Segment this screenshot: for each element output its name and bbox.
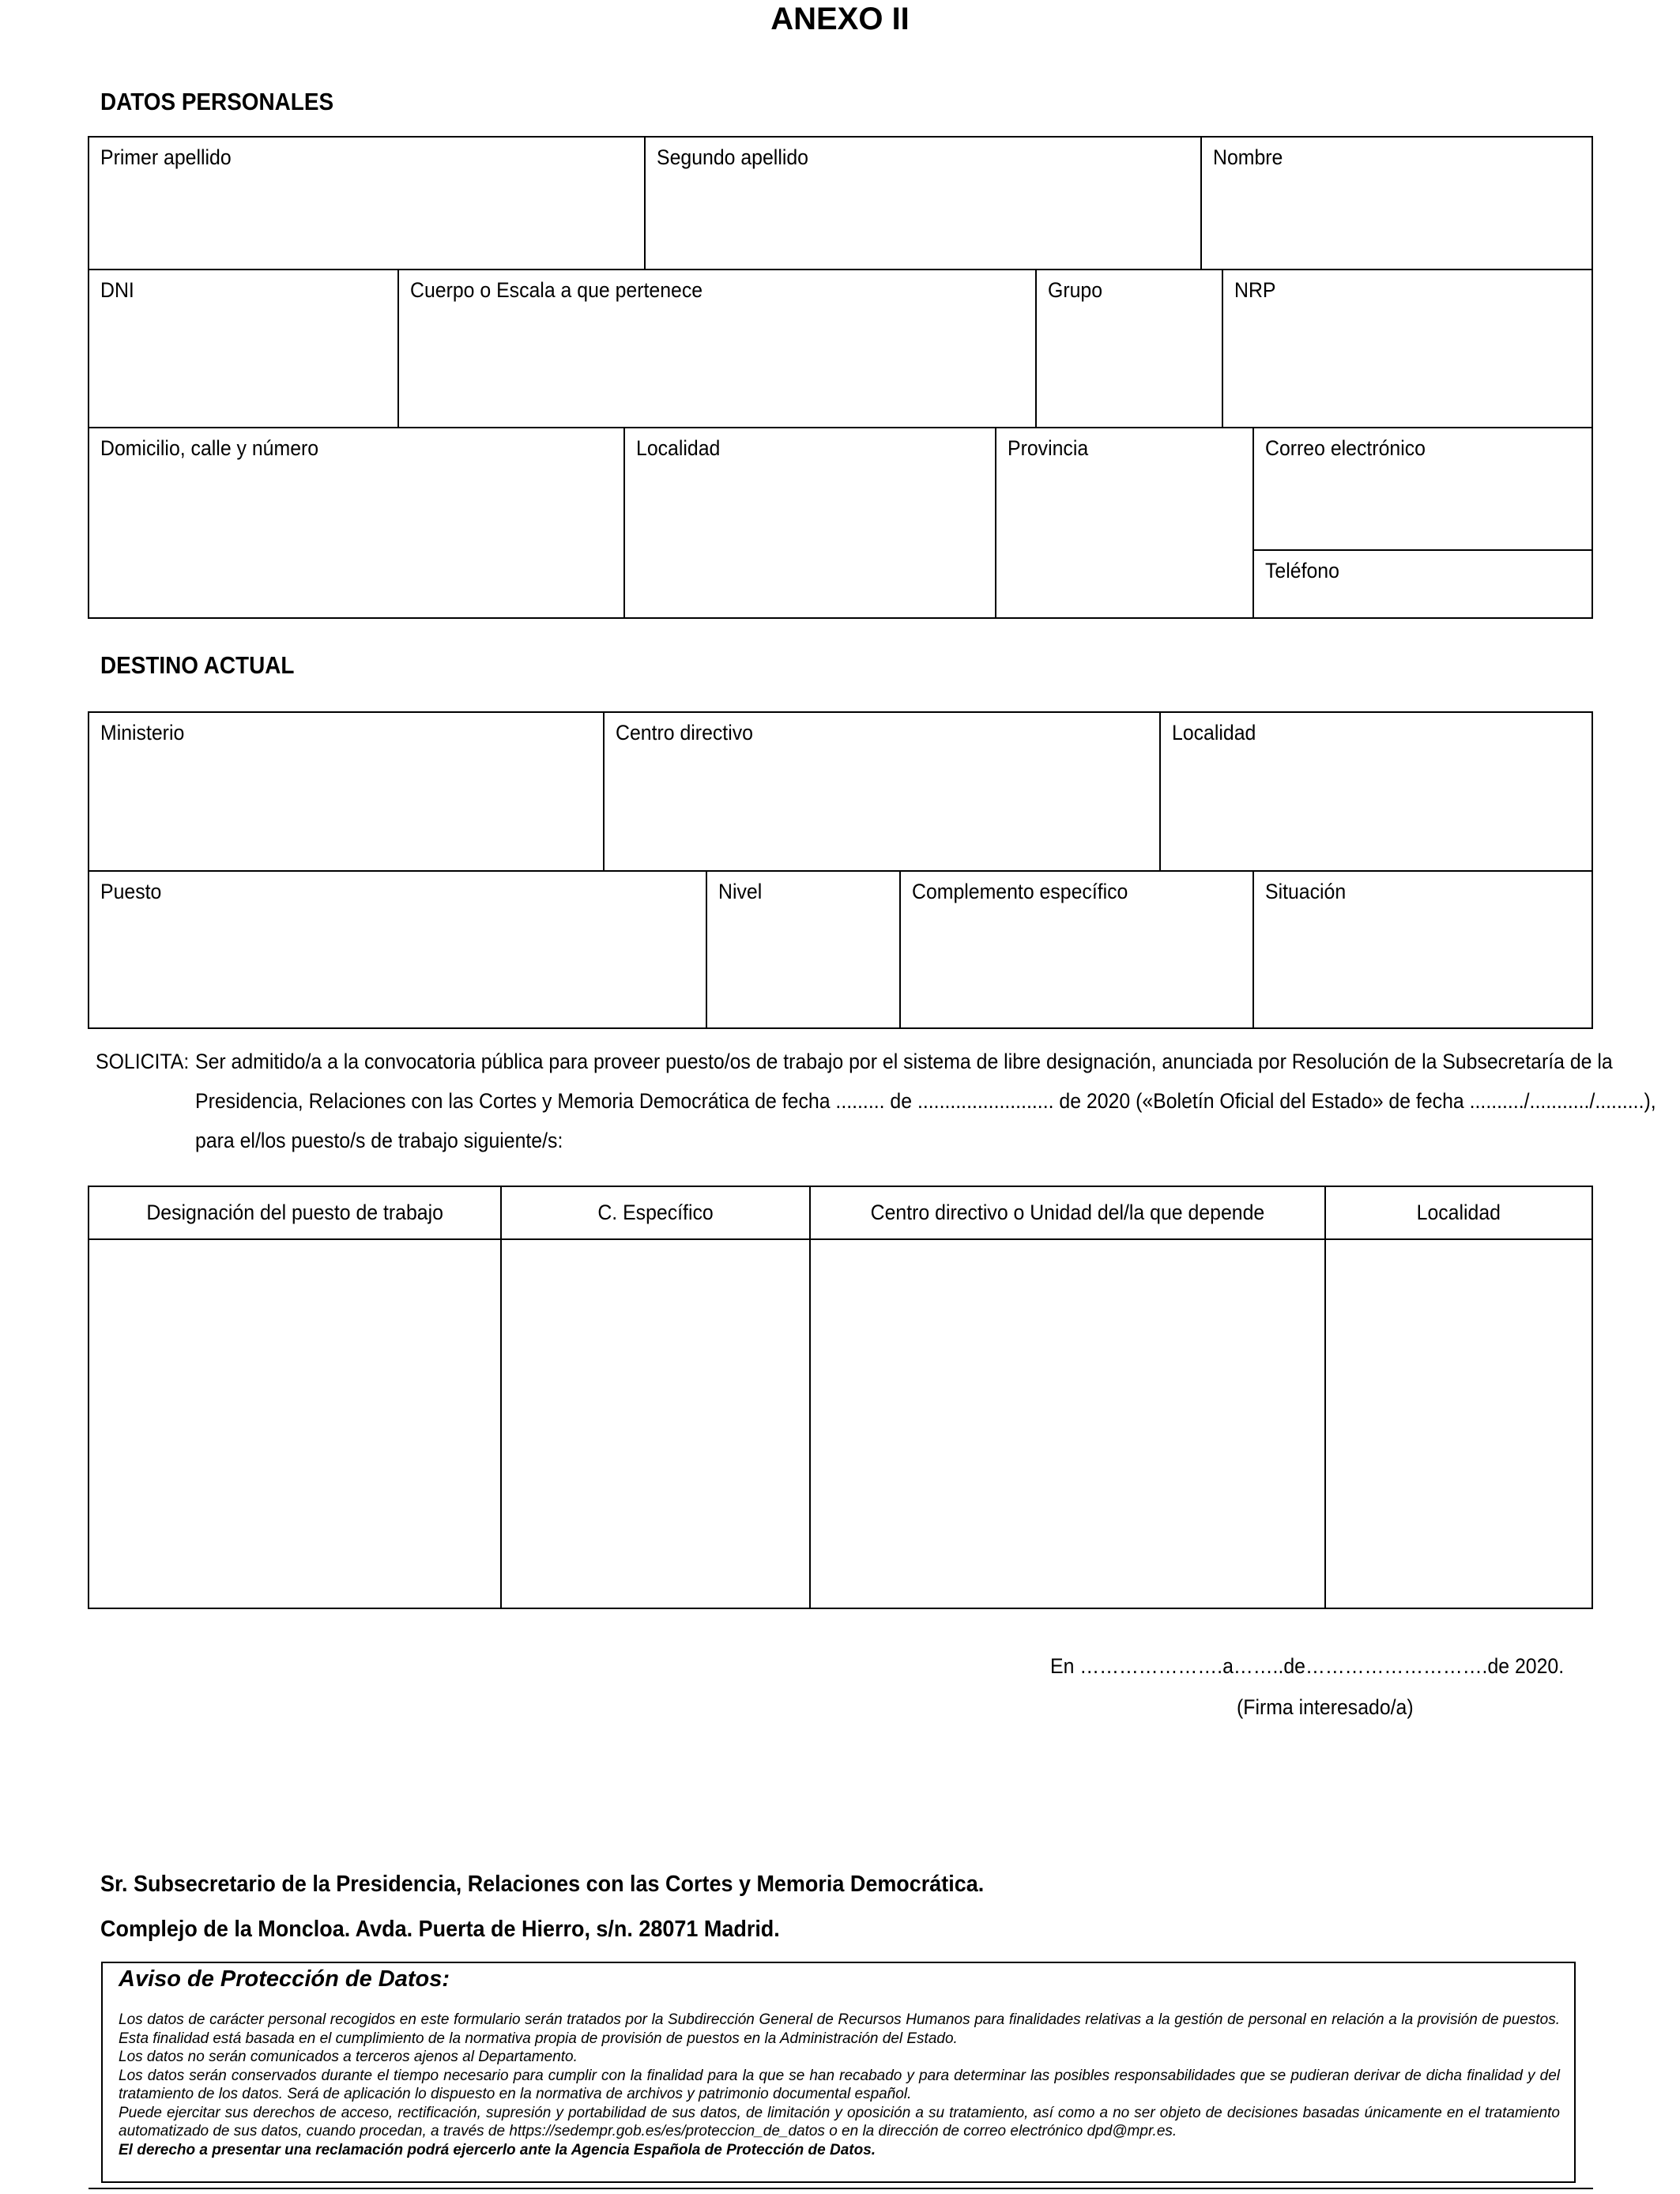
telefono-field[interactable] (1252, 549, 1593, 619)
centro-directivo-field[interactable] (603, 711, 1161, 872)
solicita-label: SOLICITA: (96, 1050, 190, 1073)
localidad-label: Localidad (636, 436, 721, 460)
complemento-especifico-field[interactable] (899, 870, 1254, 1029)
solicita-line-2: Presidencia, Relaciones con las Cortes y Memoria Democrática de fecha ......... de ......................... de 2020 («Boletín Oficial del Estado» de fecha ........../.........../.........), (195, 1089, 1656, 1113)
table-header-localidad (1324, 1186, 1593, 1240)
nombre-label: Nombre (1213, 145, 1283, 169)
cuerpo-escala-field[interactable] (397, 269, 1037, 428)
dni-field[interactable] (88, 269, 399, 428)
correo-label: Correo electrónico (1265, 436, 1426, 460)
puesto-label: Puesto (100, 880, 162, 903)
provincia-label: Provincia (1008, 436, 1089, 460)
aviso-paragraph-1: Los datos de carácter personal recogidos en este formulario serán tratados por la Subdirección General de Recursos Humanos para finalidades relativas a la gestión de personal en relación a la provisión de puestos. Esta finalidad está basada en el cumplimiento de la normativa propia de provisión de puestos en la Administración del Estado. (119, 2011, 1560, 2047)
table-header-designacion (88, 1186, 502, 1240)
cuerpo-escala-label: Cuerpo o Escala a que pertenece (410, 278, 703, 302)
table-cell-c-especifico[interactable] (500, 1238, 811, 1609)
nivel-label: Nivel (718, 880, 763, 903)
destino-actual-heading: DESTINO ACTUAL (100, 651, 295, 679)
addressee-line-1: Sr. Subsecretario de la Presidencia, Relaciones con las Cortes y Memoria Democrática. (100, 1872, 985, 1897)
table-header-centro-directivo-label: Centro directivo o Unidad del/la que depende (870, 1201, 1265, 1224)
table-header-c-especifico (500, 1186, 811, 1240)
table-header-c-especifico-label: C. Específico (597, 1201, 714, 1224)
centro-directivo-label: Centro directivo (616, 721, 753, 745)
addressee-line-2: Complejo de la Moncloa. Avda. Puerta de Hierro, s/n. 28071 Madrid. (100, 1917, 780, 1942)
situacion-label: Situación (1265, 880, 1347, 903)
primer-apellido-label: Primer apellido (100, 145, 232, 169)
dni-label: DNI (100, 278, 134, 302)
domicilio-field[interactable] (88, 427, 625, 619)
datos-personales-heading: DATOS PERSONALES (100, 88, 334, 115)
grupo-field[interactable] (1035, 269, 1223, 428)
ministerio-field[interactable] (88, 711, 605, 872)
table-cell-localidad[interactable] (1324, 1238, 1593, 1609)
aviso-body (119, 2011, 1560, 2159)
solicita-line-1: Ser admitido/a a la convocatoria pública para proveer puesto/os de trabajo por el sistema de libre designación, anunciada por Resolución de la Subsecretaría de la (195, 1050, 1613, 1073)
complemento-especifico-label: Complemento específico (912, 880, 1128, 903)
nrp-field[interactable] (1222, 269, 1593, 428)
primer-apellido-field[interactable] (88, 136, 646, 270)
nrp-label: NRP (1234, 278, 1276, 302)
aviso-proteccion-datos-box (101, 1962, 1576, 2183)
table-cell-designacion[interactable] (88, 1238, 502, 1609)
puesto-field[interactable] (88, 870, 707, 1029)
aviso-paragraph-5: El derecho a presentar una reclamación podrá ejercerlo ante la Agencia Española de Protección de Datos. (119, 2141, 876, 2158)
table-cell-centro-directivo[interactable] (809, 1238, 1326, 1609)
correo-field[interactable] (1252, 427, 1593, 551)
aviso-paragraph-3: Los datos serán conservados durante el tiempo necesario para cumplir con la finalidad para la que se han recabado y para determinar las posibles responsabilidades que se pudieran derivar de dicha finalidad y del tratamiento de los datos. Será de aplicación lo dispuesto en la normativa de archivos y patrimonio documental español. (119, 2067, 1560, 2102)
table-header-designacion-label: Designación del puesto de trabajo (146, 1201, 443, 1224)
grupo-label: Grupo (1048, 278, 1103, 302)
firma-label: (Firma interesado/a) (1237, 1695, 1414, 1719)
nivel-field[interactable] (706, 870, 901, 1029)
localidad-field[interactable] (623, 427, 996, 619)
segundo-apellido-label: Segundo apellido (657, 145, 808, 169)
destino-localidad-label: Localidad (1172, 721, 1256, 745)
solicita-line-3: para el/los puesto/s de trabajo siguiente/s: (195, 1129, 563, 1152)
date-line: En ………………….a……..de……………………….de 2020. (1050, 1654, 1565, 1678)
segundo-apellido-field[interactable] (644, 136, 1202, 270)
nombre-field[interactable] (1200, 136, 1593, 270)
provincia-field[interactable] (995, 427, 1254, 619)
table-header-centro-directivo (809, 1186, 1326, 1240)
telefono-label: Teléfono (1265, 559, 1339, 582)
situacion-field[interactable] (1252, 870, 1593, 1029)
aviso-title: Aviso de Protección de Datos: (119, 1966, 450, 1992)
ministerio-label: Ministerio (100, 721, 185, 745)
aviso-paragraph-4: Puede ejercitar sus derechos de acceso, rectificación, supresión y portabilidad de sus datos, de limitación y oposición a su tratamiento, así como a no ser objeto de decisiones basadas únicamente en el tratamiento automatizado de sus datos, cuando procedan, a través de https://sedempr.gob.es/es/proteccion_de_datos o en la dirección de correo electrónico dpd@mpr.es. (119, 2104, 1560, 2139)
page-title: ANEXO II (770, 2, 910, 36)
aviso-paragraph-2: Los datos no serán comunicados a terceros ajenos al Departamento. (119, 2049, 578, 2065)
table-header-localidad-label: Localidad (1416, 1201, 1501, 1224)
domicilio-label: Domicilio, calle y número (100, 436, 319, 460)
destino-localidad-field[interactable] (1159, 711, 1593, 872)
bottom-rule (89, 2188, 1593, 2189)
